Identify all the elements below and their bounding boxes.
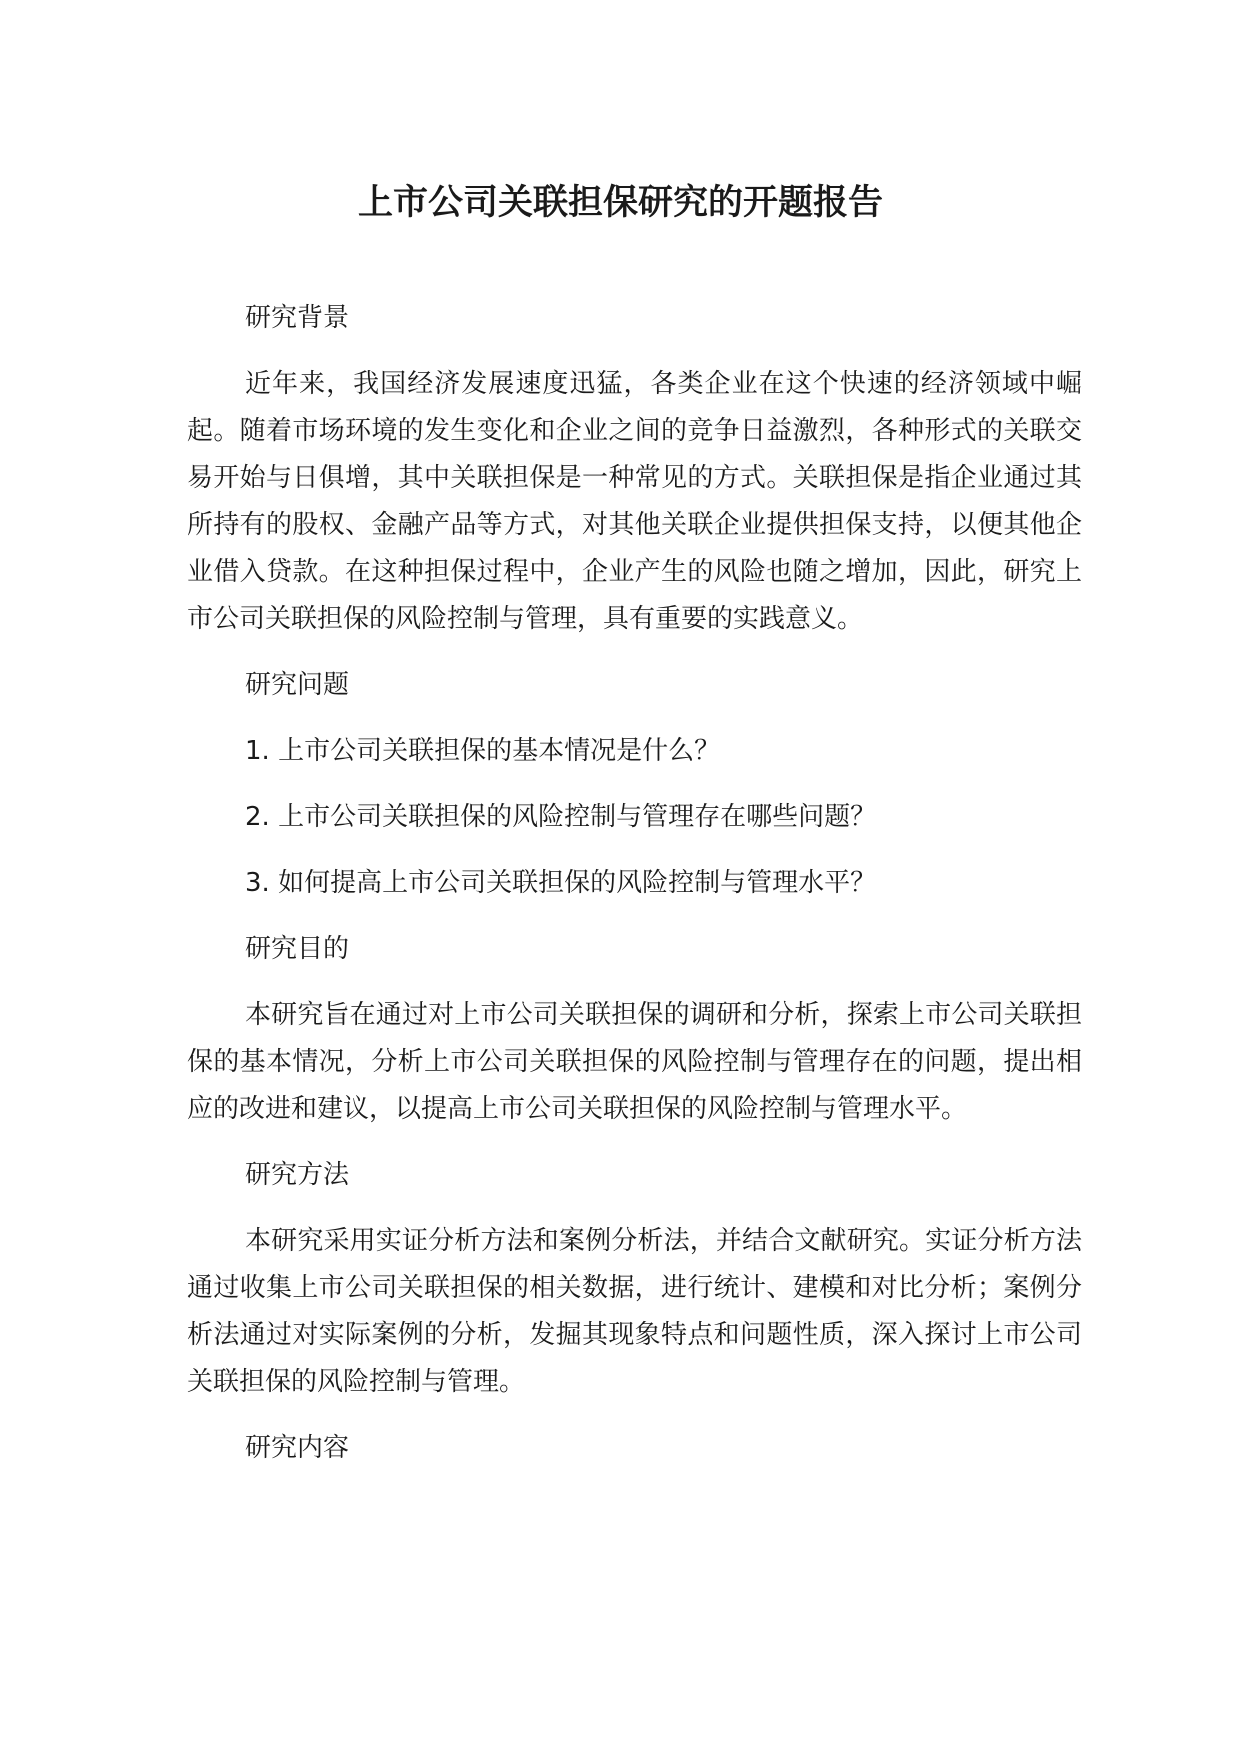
paragraph-background: 近年来，我国经济发展速度迅猛，各类企业在这个快速的经济领域中崛起。随着市场环境的发生变化和企业之间的竞争日益激烈，各种形式的关联交易开始与日俱增，其中关联担保是一种常见的方式。关联担保是指企业通过其所持有的股权、金融产品等方式，对其他关联企业提供担保支持，以便其他企业借入贷款。在这种担保过程中，企业产生的风险也随之增加，因此，研究上市公司关联担保的风险控制与管理，具有重要的实践意义。	[187, 369, 1082, 634]
section-heading-questions: 研究问题	[245, 670, 350, 700]
paragraph-purpose: 本研究旨在通过对上市公司关联担保的调研和分析，探索上市公司关联担保的基本情况，分析上市公司关联担保的风险控制与管理存在的问题，提出相应的改进和建议，以提高上市公司关联担保的风险控制与管理水平。	[187, 1000, 1082, 1124]
section-heading-background: 研究背景	[245, 303, 350, 333]
document-body	[187, 295, 1082, 1491]
section-heading-content: 研究内容	[245, 1433, 350, 1463]
document-title: 上市公司关联担保研究的开题报告	[357, 183, 883, 223]
list-item-question-2: 2. 上市公司关联担保的风险控制与管理存在哪些问题？	[245, 802, 877, 832]
list-item-question-1: 1. 上市公司关联担保的基本情况是什么？	[245, 736, 721, 766]
section-heading-methods: 研究方法	[245, 1160, 350, 1190]
list-item-question-3: 3. 如何提高上市公司关联担保的风险控制与管理水平？	[245, 868, 877, 898]
section-heading-purpose: 研究目的	[245, 934, 350, 964]
paragraph-methods: 本研究采用实证分析方法和案例分析法，并结合文献研究。实证分析方法通过收集上市公司关联担保的相关数据，进行统计、建模和对比分析；案例分析法通过对实际案例的分析，发掘其现象特点和问题性质，深入探讨上市公司关联担保的风险控制与管理。	[187, 1226, 1082, 1397]
